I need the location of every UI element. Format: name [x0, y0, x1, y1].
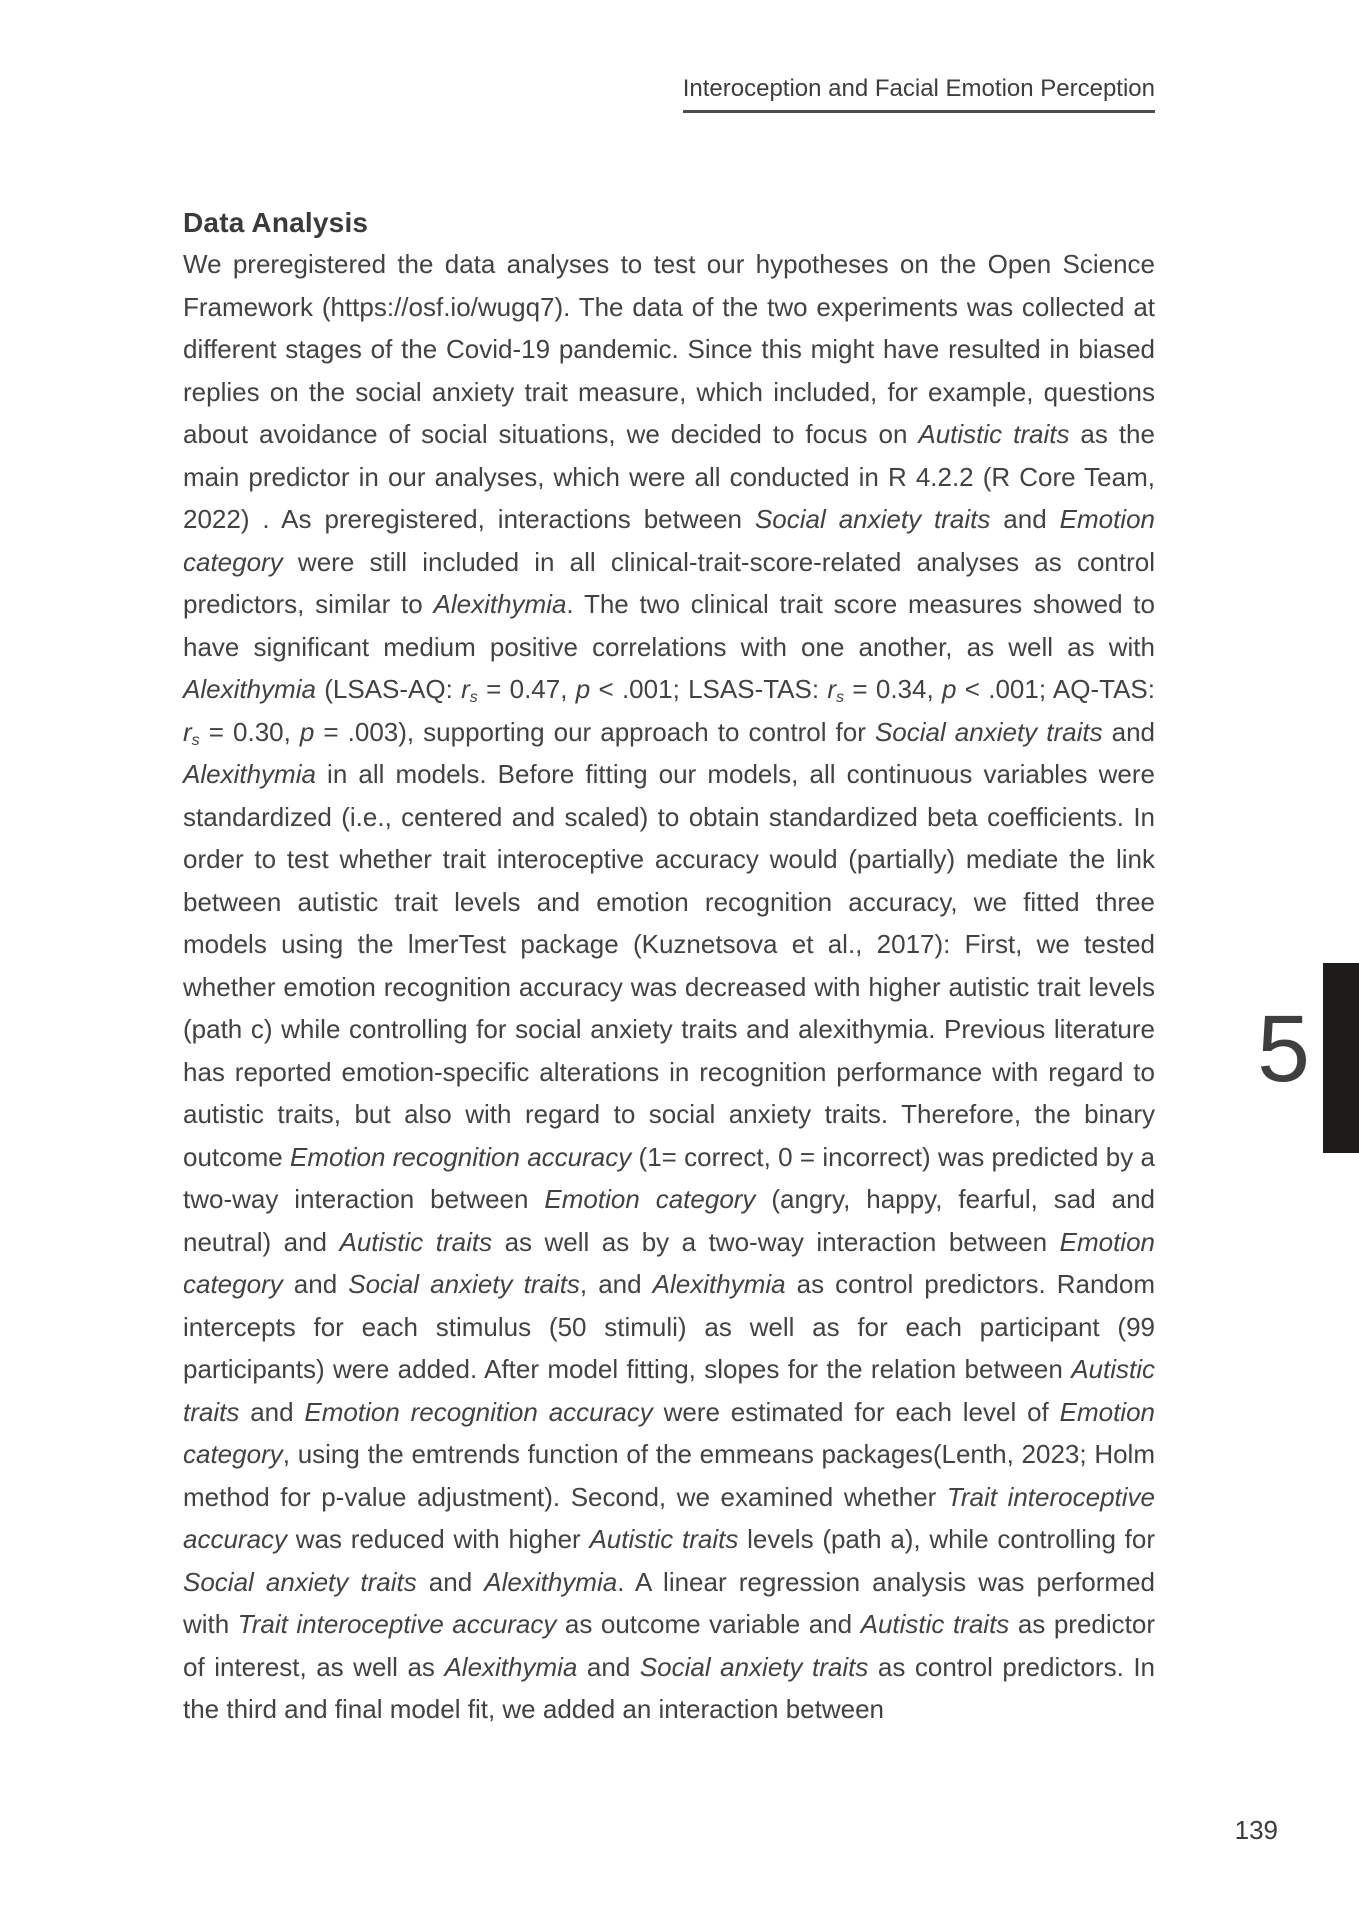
page-header	[683, 74, 1155, 113]
text-segment: and	[990, 504, 1060, 534]
text-segment: = .003), supporting our approach to control for	[314, 716, 875, 747]
text-segment: = 0.30,	[199, 716, 300, 747]
text-segment: and	[239, 1396, 305, 1427]
text-segment: Alexithymia	[183, 759, 316, 789]
text-segment: = 0.34,	[844, 674, 942, 704]
text-segment: r	[183, 716, 192, 747]
text-segment: s	[836, 688, 845, 707]
text-segment: Alexithymia	[652, 1269, 786, 1299]
text-segment: p	[575, 674, 591, 704]
page-number: 139	[1234, 1815, 1278, 1845]
text-segment: p	[299, 716, 315, 747]
text-segment: We preregistered the data analyses to test our hypotheses on the Open Science Framework (https://osf.io/wugq7). The data of the two experiments was collected at different stages of the Covid-19 pandemic. Since this might have resulted in biased replies on the social anxiety trait measure, which included, for example, questions about avoidance of social situations, we decided to focus on	[183, 249, 1155, 449]
text-segment: (angry, happy, fearful, sad and neutral) and	[183, 1184, 1155, 1257]
text-segment: and	[416, 1566, 485, 1597]
text-segment: (LSAS-AQ:	[315, 674, 462, 704]
text-segment: Social anxiety traits	[754, 504, 991, 534]
text-segment: Emotion recognition accuracy	[304, 1396, 653, 1427]
text-segment: Emotion category	[183, 504, 1156, 577]
text-segment: Trait interoceptive accuracy	[237, 1609, 557, 1639]
text-segment: as outcome variable and	[556, 1609, 861, 1639]
text-segment: and	[577, 1651, 640, 1682]
text-segment: , using the emtrends function of the emmeans packages(Lenth, 2023; Holm method for p-value adjustment). Second, we examined whether	[183, 1439, 1155, 1512]
text-segment: p	[942, 674, 957, 704]
text-segment: Social anxiety traits	[183, 1566, 417, 1597]
text-segment: Autistic traits	[860, 1609, 1010, 1639]
text-segment: Emotion recognition accuracy	[290, 1141, 632, 1172]
chapter-tab-bar	[1323, 963, 1359, 1153]
text-segment: Trait interoceptive accuracy	[183, 1481, 1155, 1554]
text-segment: Social anxiety traits	[874, 716, 1103, 747]
text-segment: Autistic traits	[183, 1354, 1155, 1427]
text-segment: were estimated for each level of	[652, 1396, 1060, 1427]
text-segment: Autistic traits	[589, 1524, 739, 1554]
text-segment: as the main predictor in our analyses, which were all conducted in R 4.2.2 (R Core Team, 2022) . As preregistered, interactions between	[183, 419, 1155, 534]
text-block	[183, 203, 1155, 1731]
text-segment: as predictor of interest, as well as	[183, 1609, 1155, 1682]
text-segment: . The two clinical trait score measures showed to have significant medium positive correlations with one another, as well as with	[183, 589, 1155, 662]
text-segment: levels (path a), while controlling for	[738, 1524, 1155, 1554]
text-segment: Alexithymia	[444, 1651, 578, 1682]
text-segment: was reduced with higher	[287, 1524, 590, 1554]
text-segment: = 0.47,	[477, 674, 576, 704]
text-segment: Social anxiety traits	[639, 1651, 869, 1682]
text-segment: and	[1102, 716, 1156, 747]
text-segment: and	[282, 1269, 349, 1299]
text-segment: Autistic traits	[918, 419, 1070, 449]
text-segment: r	[461, 674, 470, 704]
chapter-number: 5	[1257, 996, 1310, 1102]
text-segment: Emotion category	[183, 1396, 1155, 1469]
text-segment: < .001; AQ-TAS:	[956, 674, 1155, 704]
text-segment: s	[191, 730, 200, 749]
text-segment: as well as by a two-way interaction between	[492, 1226, 1060, 1257]
text-segment: < .001; LSAS-TAS:	[590, 674, 828, 704]
text-segment: s	[469, 688, 478, 707]
text-segment: as control predictors. Random intercepts for each stimulus (50 stimuli) as well as for each participant (99 participants) were added. After model fitting, slopes for the relation between	[183, 1269, 1156, 1384]
text-segment: r	[827, 674, 837, 704]
text-segment: , and	[579, 1269, 653, 1299]
section-heading: Data Analysis	[183, 207, 369, 238]
text-segment: Emotion category	[183, 1226, 1155, 1299]
text-segment: Alexithymia	[484, 1566, 618, 1597]
text-segment: in all models. Before fitting our models, all continuous variables were standardized (i.e., centered and scaled) to obtain standardized beta coefficients. In order to test whether trait interoceptive accuracy would (partially) mediate the link between autistic trait levels and emotion recognition accuracy, we fitted three models using the lmerTest package (Kuznetsova et al., 2017): First, we tested whether emotion recognition accuracy was decreased with higher autistic trait levels (path c) while controlling for social anxiety traits and alexithymia. Previous literature has reported emotion-specific alterations in recognition performance with regard to autistic traits, but also with regard to social anxiety traits. Therefore, the binary outcome	[183, 759, 1155, 1172]
text-segment: as control predictors. In the third and final model fit, we added an interaction between	[183, 1651, 1156, 1724]
text-segment: Autistic traits	[339, 1226, 493, 1257]
text-segment: were still included in all clinical-trait-score-related analyses as control predictors, similar to	[183, 546, 1155, 619]
text-segment: Alexithymia	[433, 589, 567, 619]
text-segment: Social anxiety traits	[348, 1269, 580, 1299]
text-segment: Alexithymia	[183, 674, 316, 704]
body-paragraph	[183, 243, 1155, 1731]
text-segment: Emotion category	[544, 1184, 756, 1214]
text-segment: . A linear regression analysis was performed with	[183, 1566, 1156, 1639]
text-segment: (1= correct, 0 = incorrect) was predicted by a two-way interaction between	[183, 1141, 1155, 1214]
running-head-title: Interoception and Facial Emotion Perception	[683, 74, 1155, 113]
